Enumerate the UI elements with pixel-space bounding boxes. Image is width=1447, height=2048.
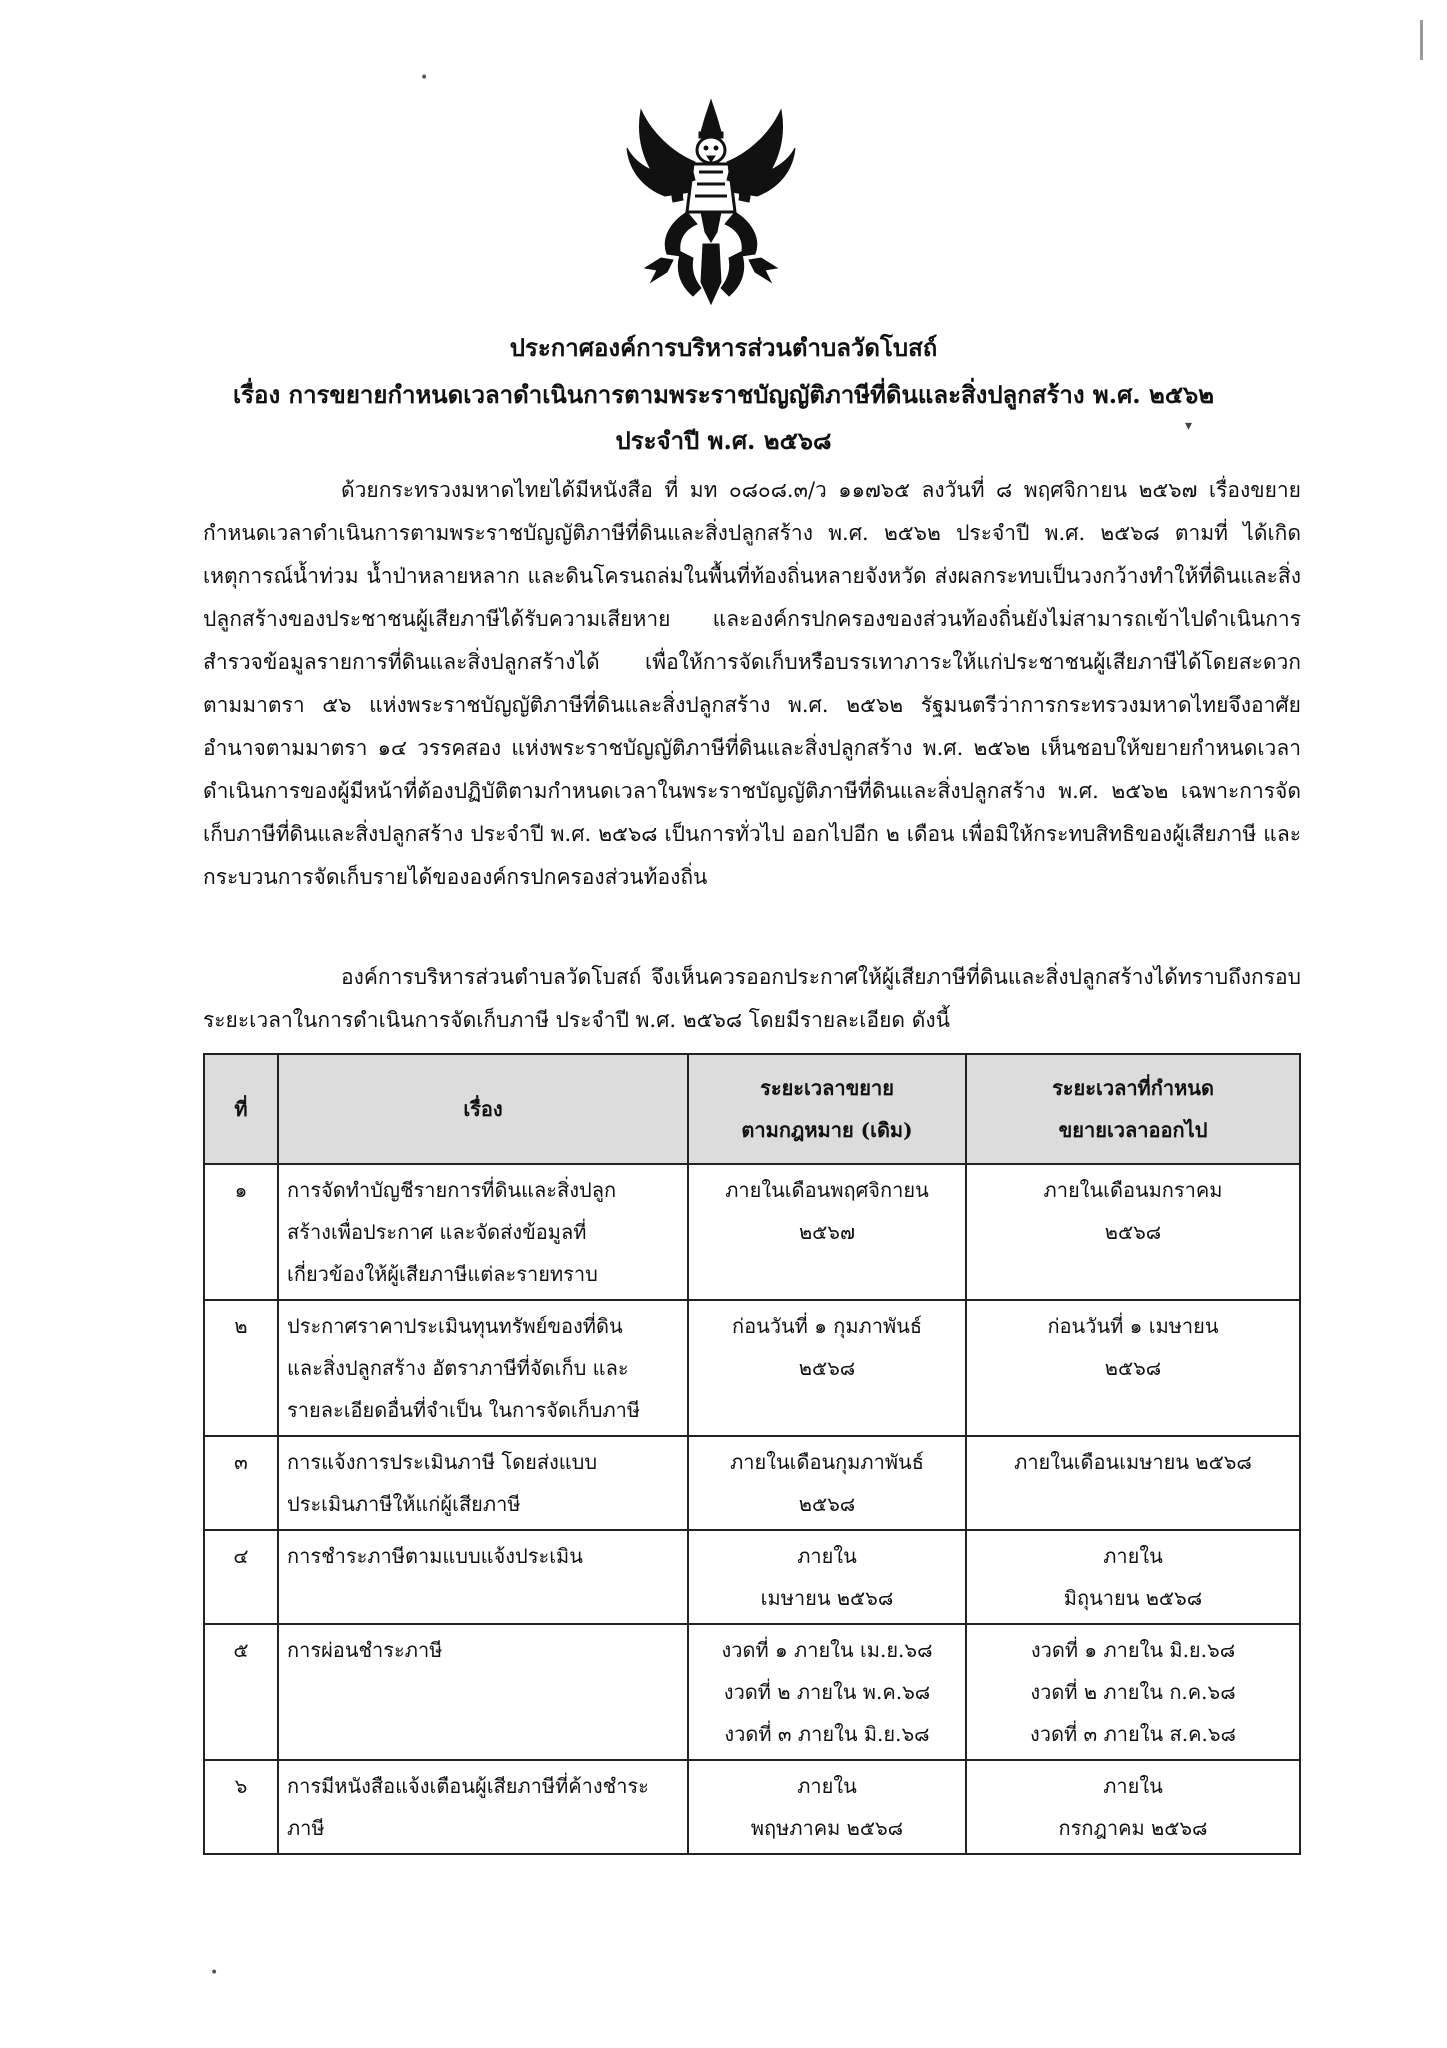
table-row bbox=[204, 1760, 1300, 1854]
row-number: ๖ bbox=[204, 1760, 278, 1854]
row-old-line: ๒๕๖๘ bbox=[798, 1356, 856, 1380]
row-old-line: ๒๕๖๘ bbox=[798, 1492, 856, 1516]
row-old-period bbox=[688, 1760, 966, 1854]
row-old-line: งวดที่ ๓ ภายใน มิ.ย.๖๘ bbox=[724, 1722, 930, 1746]
announcement-title: ประกาศองค์การบริหารส่วนตำบลวัดโบสถ์ bbox=[509, 333, 938, 362]
body-paragraph-2: องค์การบริหารส่วนตำบลวัดโบสถ์ จึงเห็นควรออกประกาศให้ผู้เสียภาษีที่ดินและสิ่งปลูกสร้างได้ทราบถึงกรอบระยะเวลาในการดำเนินการจัดเก็บภาษี ประจำปี พ.ศ. ๒๕๖๘ โดยมีรายละเอียด ดังนี้ bbox=[203, 965, 1301, 1032]
row-new-line: ภายในเดือนเมษายน ๒๕๖๘ bbox=[1014, 1450, 1252, 1474]
table-row bbox=[204, 1436, 1300, 1530]
row-old-period bbox=[688, 1300, 966, 1436]
row-subject-line: การผ่อนชำระภาษี bbox=[287, 1638, 443, 1662]
row-subject-line: ภาษี bbox=[287, 1816, 325, 1840]
row-new-line: ภายใน bbox=[1103, 1544, 1163, 1568]
row-old-line: งวดที่ ๒ ภายใน พ.ค.๖๘ bbox=[723, 1680, 931, 1704]
header-old-line1: ระยะเวลาขยาย bbox=[760, 1076, 894, 1100]
scan-speck: • bbox=[210, 1965, 219, 1981]
row-new-line: ๒๕๖๘ bbox=[1104, 1220, 1162, 1244]
row-subject-line: สร้างเพื่อประกาศ และจัดส่งข้อมูลที่ bbox=[287, 1220, 587, 1244]
row-old-period bbox=[688, 1530, 966, 1624]
row-new-period bbox=[966, 1164, 1300, 1300]
row-subject bbox=[278, 1164, 688, 1300]
row-subject bbox=[278, 1436, 688, 1530]
scan-edge-mark bbox=[1420, 20, 1429, 60]
row-subject-line: การมีหนังสือแจ้งเตือนผู้เสียภาษีที่ค้างชำระ bbox=[287, 1774, 649, 1798]
row-old-line: ภายในเดือนพฤศจิกายน bbox=[725, 1178, 929, 1202]
row-number: ๑ bbox=[204, 1164, 278, 1300]
row-old-line: ภายในเดือนกุมภาพันธ์ bbox=[730, 1450, 924, 1474]
row-new-line: งวดที่ ๓ ภายใน ส.ค.๖๘ bbox=[1030, 1722, 1236, 1746]
row-new-line: ก่อนวันที่ ๑ เมษายน bbox=[1047, 1314, 1219, 1338]
row-subject-line: การชำระภาษีตามแบบแจ้งประเมิน bbox=[287, 1544, 583, 1568]
schedule-table bbox=[203, 1053, 1301, 1855]
table-row bbox=[204, 1624, 1300, 1760]
row-subject bbox=[278, 1624, 688, 1760]
row-old-line: ก่อนวันที่ ๑ กุมภาพันธ์ bbox=[731, 1314, 923, 1338]
row-old-period bbox=[688, 1624, 966, 1760]
announcement-year: ประจำปี พ.ศ. ๒๕๖๘ bbox=[615, 426, 832, 455]
row-subject-line: การจัดทำบัญชีรายการที่ดินและสิ่งปลูก bbox=[287, 1178, 617, 1202]
row-subject-line: และสิ่งปลูกสร้าง อัตราภาษีที่จัดเก็บ และ bbox=[287, 1356, 629, 1380]
row-old-line: ภายใน bbox=[797, 1544, 857, 1568]
row-old-period bbox=[688, 1436, 966, 1530]
row-new-line: มิถุนายน ๒๕๖๘ bbox=[1063, 1586, 1203, 1610]
row-new-line: งวดที่ ๑ ภายใน มิ.ย.๖๘ bbox=[1030, 1638, 1236, 1662]
row-new-line: ๒๕๖๘ bbox=[1104, 1356, 1162, 1380]
row-new-period bbox=[966, 1624, 1300, 1760]
header-new-line1: ระยะเวลาที่กำหนด bbox=[1052, 1076, 1214, 1100]
row-subject bbox=[278, 1530, 688, 1624]
row-new-period bbox=[966, 1300, 1300, 1436]
scan-speck: • bbox=[420, 70, 429, 86]
row-subject-line: ประเมินภาษีให้แก่ผู้เสียภาษี bbox=[287, 1492, 521, 1516]
row-subject bbox=[278, 1760, 688, 1854]
header-no: ที่ bbox=[204, 1054, 278, 1164]
row-subject bbox=[278, 1300, 688, 1436]
row-subject-line: เกี่ยวข้องให้ผู้เสียภาษีแต่ละรายทราบ bbox=[287, 1262, 598, 1286]
row-new-period bbox=[966, 1436, 1300, 1530]
row-new-period bbox=[966, 1530, 1300, 1624]
row-subject-line: รายละเอียดอื่นที่จำเป็น ในการจัดเก็บภาษี bbox=[287, 1398, 641, 1422]
announcement-subject: เรื่อง การขยายกำหนดเวลาดำเนินการตามพระราชบัญญัติภาษีที่ดินและสิ่งปลูกสร้าง พ.ศ. ๒๕๖๒ bbox=[232, 380, 1215, 409]
row-old-line: ภายใน bbox=[797, 1774, 857, 1798]
row-new-line: กรกฎาคม ๒๕๖๘ bbox=[1058, 1816, 1208, 1840]
row-number: ๔ bbox=[204, 1530, 278, 1624]
row-number: ๓ bbox=[204, 1436, 278, 1530]
header-old-line2: ตามกฎหมาย (เดิม) bbox=[741, 1118, 913, 1142]
body-paragraph-1: ด้วยกระทรวงมหาดไทยได้มีหนังสือ ที่ มท ๐๘๐๘.๓/ว ๑๑๗๖๕ ลงวันที่ ๘ พฤศจิกายน ๒๕๖๗ เรื่องขยายกำหนดเวลาดำเนินการตามพระราชบัญญัติภาษีที่ดินและสิ่งปลูกสร้าง พ.ศ. ๒๕๖๒ ประจำปี พ.ศ. ๒๕๖๘ ตามที่ ได้เกิดเหตุการณ์น้ำท่วม น้ำป่าหลายหลาก และดินโครนถล่มในพื้นที่ท้องถิ่นหลายจังหวัด ส่งผลกระทบเป็นวงกว้างทำให้ที่ดินและสิ่งปลูกสร้างของประชาชนผู้เสียภาษีได้รับความเสียหาย และองค์กรปกครองของส่วนท้องถิ่นยังไม่สามารถเข้าไปดำเนินการสำรวจข้อมูลรายการที่ดินและสิ่งปลูกสร้างได้ เพื่อให้การจัดเก็บหรือบรรเทาภาระให้แก่ประชาชนผู้เสียภาษีได้โดยสะดวก ตามมาตรา ๕๖ แห่งพระราชบัญญัติภาษีที่ดินและสิ่งปลูกสร้าง พ.ศ. ๒๕๖๒ รัฐมนตรีว่าการกระทรวงมหาดไทยจึงอาศัยอำนาจตามมาตรา ๑๔ วรรคสอง แห่งพระราชบัญญัติภาษีที่ดินและสิ่งปลูกสร้าง พ.ศ. ๒๕๖๒ เห็นชอบให้ขยายกำหนดเวลาดำเนินการของผู้มีหน้าที่ต้องปฏิบัติตามกำหนดเวลาในพระราชบัญญัติภาษีที่ดินและสิ่งปลูกสร้าง พ.ศ. ๒๕๖๒ เฉพาะการจัดเก็บภาษีที่ดินและสิ่งปลูกสร้าง ประจำปี พ.ศ. ๒๕๖๘ เป็นการทั่วไป ออกไปอีก ๒ เดือน เพื่อมิให้กระทบสิทธิของผู้เสียภาษี และกระบวนการจัดเก็บรายได้ขององค์กรปกครองส่วนท้องถิ่น bbox=[203, 478, 1301, 889]
row-new-period bbox=[966, 1760, 1300, 1854]
header-new-period bbox=[966, 1054, 1300, 1164]
header-new-line2: ขยายเวลาออกไป bbox=[1058, 1118, 1208, 1142]
table-header-row bbox=[204, 1054, 1300, 1164]
row-subject-line: ประกาศราคาประเมินทุนทรัพย์ของที่ดิน bbox=[287, 1314, 623, 1338]
row-new-line: ภายใน bbox=[1103, 1774, 1163, 1798]
table-row bbox=[204, 1164, 1300, 1300]
table-row bbox=[204, 1530, 1300, 1624]
row-old-line: เมษายน ๒๕๖๘ bbox=[760, 1586, 894, 1610]
garuda-emblem-icon bbox=[621, 92, 801, 312]
row-old-line: พฤษภาคม ๒๕๖๘ bbox=[750, 1816, 904, 1840]
row-old-line: ๒๕๖๗ bbox=[798, 1220, 856, 1244]
row-number: ๒ bbox=[204, 1300, 278, 1436]
row-subject-line: การแจ้งการประเมินภาษี โดยส่งแบบ bbox=[287, 1450, 598, 1474]
table-row bbox=[204, 1300, 1300, 1436]
schedule-table-container bbox=[203, 1053, 1301, 1855]
header-old-period bbox=[688, 1054, 966, 1164]
header-subject: เรื่อง bbox=[278, 1054, 688, 1164]
row-new-line: งวดที่ ๒ ภายใน ก.ค.๖๘ bbox=[1030, 1680, 1236, 1704]
scan-speck: ▾ bbox=[1185, 418, 1193, 434]
row-old-line: งวดที่ ๑ ภายใน เม.ย.๖๘ bbox=[721, 1638, 933, 1662]
row-new-line: ภายในเดือนมกราคม bbox=[1043, 1178, 1223, 1202]
row-old-period bbox=[688, 1164, 966, 1300]
row-number: ๕ bbox=[204, 1624, 278, 1760]
